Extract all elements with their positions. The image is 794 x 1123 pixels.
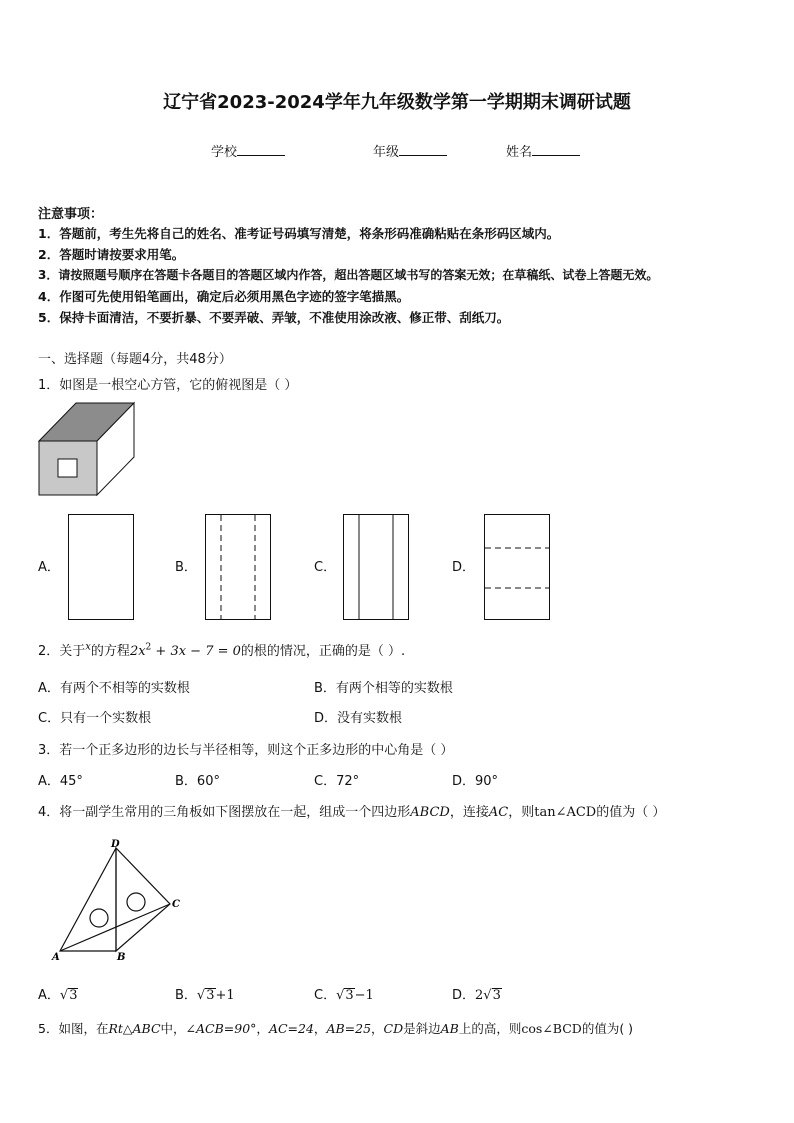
q4-option-c xyxy=(314,984,374,1003)
q4-option-d-rad: 3 xyxy=(492,988,501,1003)
note-item: 5．保持卡面清洁，不要折暴、不要弄破、弄皱，不准使用涂改液、修正带、刮纸刀。 xyxy=(38,310,510,325)
school-blank xyxy=(237,143,285,156)
sqrt-symbol: √ xyxy=(196,988,206,1003)
q5-c3: ， xyxy=(313,1021,327,1036)
question-3: 3．若一个正多边形的边长与半径相等，则这个正多边形的中心角是（ ） xyxy=(38,743,454,758)
q2-eq2: + 3x − 7 = 0 xyxy=(151,644,241,659)
q5-suffix: 的值为( ) xyxy=(581,1021,634,1036)
label-c: C xyxy=(172,899,180,910)
question-5 xyxy=(38,1019,633,1037)
q3-option-b: B．60° xyxy=(175,774,220,789)
q5-cos: cos∠BCD xyxy=(521,1021,582,1036)
q3-option-a: A．45° xyxy=(38,774,83,789)
q4-option-b-rad: 3 xyxy=(206,988,215,1003)
q1-option-d-figure xyxy=(484,514,550,620)
q4-option-b-post: +1 xyxy=(215,988,235,1003)
q4-mid: ，连接 xyxy=(449,805,489,820)
label-a: A xyxy=(52,952,60,963)
q4-option-a-rad: 3 xyxy=(69,988,78,1003)
q5-c1: 中， xyxy=(160,1021,186,1036)
q3-option-c: C．72° xyxy=(314,774,360,789)
hollow-tube-figure xyxy=(38,402,138,498)
name-label: 姓名 xyxy=(506,145,533,160)
notes-heading: 注意事项： xyxy=(38,207,104,222)
name-blank xyxy=(532,143,580,156)
q3-option-d: D．90° xyxy=(452,774,499,789)
q4-quad: ABCD xyxy=(410,805,450,820)
q5-tri: Rt△ABC xyxy=(108,1021,161,1036)
q4-option-d-pre: 2 xyxy=(475,988,484,1003)
grade-blank xyxy=(399,143,447,156)
q2-prefix: 2．关于 xyxy=(38,644,86,659)
q5-ac: AC=24 xyxy=(268,1021,314,1036)
q2-option-c: C．只有一个实数根 xyxy=(38,711,152,726)
q2-option-a: A．有两个不相等的实数根 xyxy=(38,681,190,696)
q5-c5: 是斜边 xyxy=(403,1021,441,1036)
label-b: B xyxy=(117,952,126,963)
q4-option-b-letter: B． xyxy=(175,988,197,1003)
label-d: D xyxy=(111,839,120,850)
name-field xyxy=(506,141,580,160)
school-field xyxy=(211,141,285,160)
q5-angle: ∠ACB=90° xyxy=(185,1021,257,1036)
q1-option-a-figure xyxy=(68,514,134,620)
q2-option-b: B．有两个相等的实数根 xyxy=(314,681,453,696)
q2-eq1: 2x xyxy=(129,644,146,659)
question-4 xyxy=(38,801,665,820)
q4-option-d xyxy=(452,984,502,1003)
q5-ab: AB=25 xyxy=(326,1021,372,1036)
note-item: 4．作图可先使用铅笔画出，确定后必须用黑色字迹的签字笔描黑。 xyxy=(38,289,410,304)
note-item: 2．答题时请按要求用笔。 xyxy=(38,247,185,262)
q4-option-b xyxy=(175,984,235,1003)
section-heading: 一、选择题（每题4分，共48分） xyxy=(38,352,232,367)
sqrt-symbol: √ xyxy=(483,988,492,1003)
q4-option-c-rad: 3 xyxy=(345,988,354,1003)
q5-abn: AB xyxy=(440,1021,459,1036)
q4-diag: AC xyxy=(488,805,509,820)
q5-c4: ， xyxy=(371,1021,384,1036)
q4-tan: tan∠ACD xyxy=(534,805,597,820)
sqrt-symbol: √ xyxy=(59,988,69,1003)
q1-option-b-label: B． xyxy=(175,560,197,575)
q4-option-c-post: −1 xyxy=(354,988,374,1003)
q2-exp: 2 xyxy=(145,642,152,653)
q5-prefix: 5．如图，在 xyxy=(38,1021,109,1036)
q1-option-b-figure xyxy=(205,514,271,620)
q4-option-c-letter: C． xyxy=(314,988,337,1003)
q2-mid: 的方程 xyxy=(90,644,130,659)
q4-suffix: 的值为（ ） xyxy=(596,805,666,820)
page-title: 辽宁省2023-2024学年九年级数学第一学期期末调研试题 xyxy=(163,92,631,113)
q1-option-c-figure xyxy=(343,514,409,620)
q1-option-a-label: A． xyxy=(38,560,60,575)
q4-mid2: ，则 xyxy=(508,805,535,820)
q1-option-d-label: D． xyxy=(452,560,476,575)
q4-prefix: 4．将一副学生常用的三角板如下图摆放在一起，组成一个四边形 xyxy=(38,805,411,820)
note-item: 3．请按照题号顺序在答题卡各题目的答题区域内作答，超出答题区域书写的答案无效；在草稿纸、试卷上答题无效。 xyxy=(38,268,659,282)
grade-label: 年级 xyxy=(373,145,400,160)
question-1: 1．如图是一根空心方管，它的俯视图是（ ） xyxy=(38,378,298,393)
q4-option-a xyxy=(38,984,78,1003)
q2-option-d: D．没有实数根 xyxy=(314,711,403,726)
note-item: 1．答题前，考生先将自己的姓名、准考证号码填写清楚，将条形码准确粘贴在条形码区域内。 xyxy=(38,226,560,241)
q4-option-d-letter: D． xyxy=(452,988,476,1003)
triangle-boards-figure xyxy=(48,838,188,964)
q5-c6: 上的高，则 xyxy=(458,1021,522,1036)
q2-suffix: 的根的情况，正确的是（ ）. xyxy=(240,644,406,659)
q2-var: x xyxy=(85,641,91,653)
question-2 xyxy=(38,640,405,659)
school-label: 学校 xyxy=(211,145,238,160)
sqrt-symbol: √ xyxy=(336,988,345,1003)
q1-option-c-label: C． xyxy=(314,560,337,575)
q4-option-a-letter: A． xyxy=(38,988,60,1003)
q5-cd: CD xyxy=(383,1021,404,1036)
grade-field xyxy=(373,141,447,160)
q5-c2: ， xyxy=(256,1021,269,1036)
